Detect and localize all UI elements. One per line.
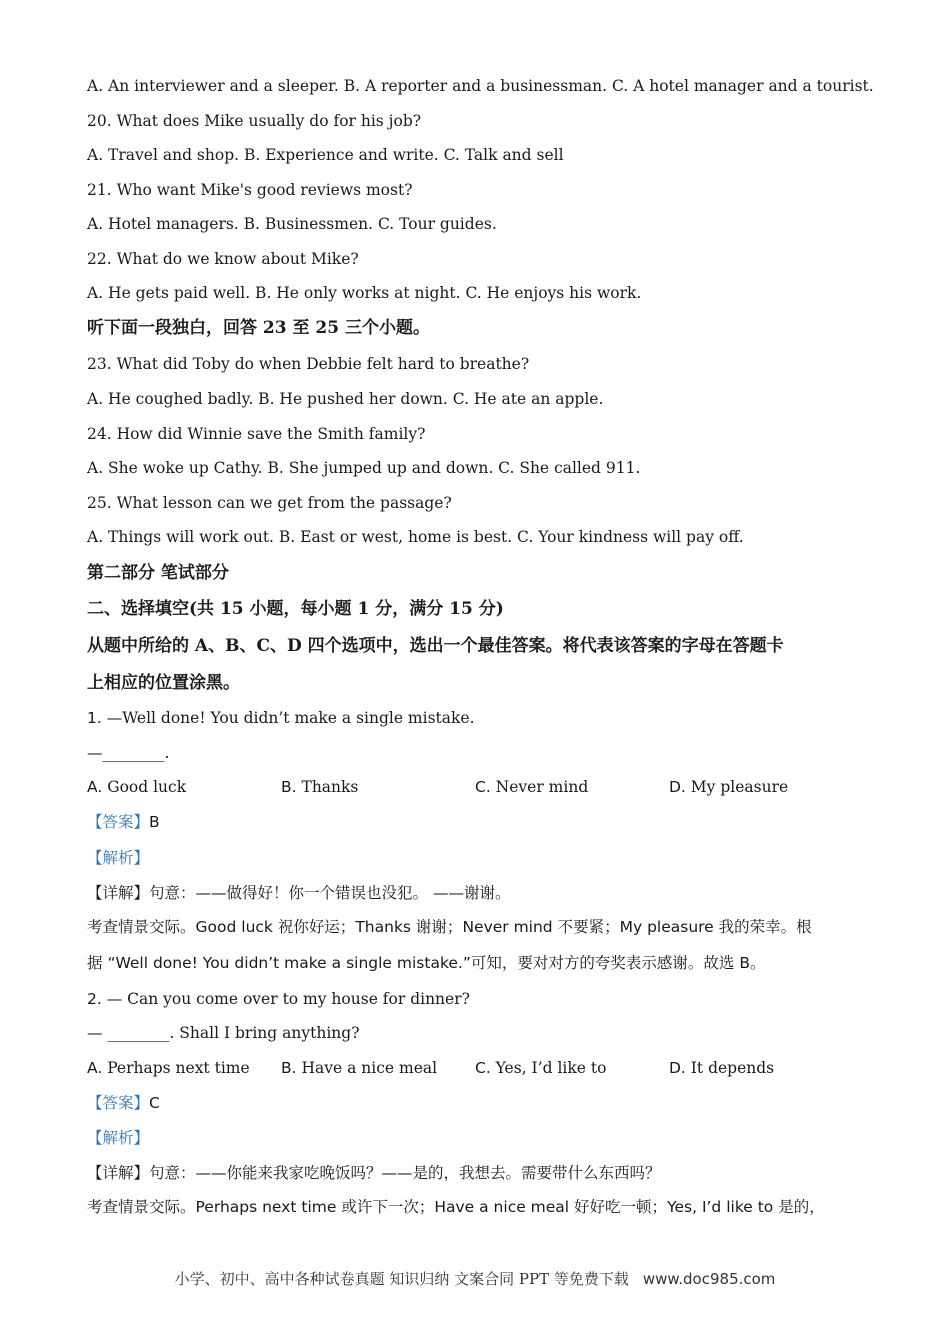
q21-stem: 21. Who want Mike's good reviews most?: [87, 181, 413, 199]
q2-answer: [87, 1092, 890, 1114]
q22-options: A. He gets paid well. B. He only works at night. C. He enjoys his work.: [87, 284, 642, 302]
q20-stem: 20. What does Mike usually do for his job?: [87, 112, 422, 130]
q1-detail: 【详解】句意：——做得好！你一个错误也没犯。 ——谢谢。: [87, 884, 511, 902]
q2-analysis-tag: 【解析】: [87, 1129, 150, 1147]
footer-text: 小学、初中、高中各种试卷真题 知识归纳 文案合同 PPT 等免费下载: [174, 1270, 629, 1288]
q1-option-b: B. Thanks: [281, 778, 359, 796]
q1-option-d: D. My pleasure: [669, 778, 789, 796]
section-heading-choice: 二、选择填空(共 15 小题，每小题 1 分，满分 15 分): [87, 599, 504, 619]
q1-analysis-tag: 【解析】: [87, 849, 150, 867]
q1-answer: [87, 811, 890, 833]
q2-option-b: B. Have a nice meal: [281, 1059, 438, 1077]
q1-stem-text: —Well done! You didn’t make a single mistake.: [101, 709, 475, 727]
q24-options: A. She woke up Cathy. B. She jumped up and down. C. She called 911.: [87, 459, 641, 477]
q2-option-c: C. Yes, I’d like to: [475, 1059, 607, 1077]
q2-stem-text: — Can you come over to my house for dinner?: [101, 990, 470, 1008]
q2-blank: — ________. Shall I bring anything?: [87, 1024, 360, 1042]
q2-option-d: D. It depends: [669, 1059, 775, 1077]
page-footer: [0, 1268, 950, 1289]
q20-options: A. Travel and shop. B. Experience and write. C. Talk and sell: [87, 146, 564, 164]
instructions-line-2: 上相应的位置涂黑。: [87, 673, 240, 693]
q25-stem: 25. What lesson can we get from the passage?: [87, 494, 452, 512]
q1-option-a: A. Good luck: [87, 778, 187, 796]
q2-number: 2.: [87, 990, 102, 1008]
q23-stem: 23. What did Toby do when Debbie felt hard to breathe?: [87, 355, 530, 373]
q2-detail: 【详解】句意：——你能来我家吃晚饭吗？——是的，我想去。需要带什么东西吗？: [87, 1164, 661, 1182]
q1-explanation-1: 考查情景交际。Good luck 祝你好运；Thanks 谢谢；Never mind 不要紧；My pleasure 我的荣幸。根: [87, 918, 812, 936]
footer-url[interactable]: www.doc985.com: [642, 1270, 776, 1288]
q2-stem: [87, 988, 890, 1010]
instructions-line-1: 从题中所给的 A、B、C、D 四个选项中，选出一个最佳答案。将代表该答案的字母在答题卡: [87, 636, 784, 656]
answer-value: C: [149, 1094, 160, 1112]
answer-tag: 【答案】: [87, 1094, 150, 1112]
q25-options: A. Things will work out. B. East or west, home is best. C. Your kindness will pay off.: [87, 528, 744, 546]
q19-options: A. An interviewer and a sleeper. B. A reporter and a businessman. C. A hotel manager and a tourist.: [87, 77, 874, 95]
section-heading-monologue: 听下面一段独白，回答 23 至 25 三个小题。: [87, 318, 430, 338]
section-heading-part2: 第二部分 笔试部分: [87, 563, 229, 583]
q1-stem: [87, 707, 890, 729]
answer-value: B: [149, 813, 160, 831]
q2-option-a: A. Perhaps next time: [87, 1059, 250, 1077]
q23-options: A. He coughed badly. B. He pushed her down. C. He ate an apple.: [87, 390, 604, 408]
q21-options: A. Hotel managers. B. Businessmen. C. Tour guides.: [87, 215, 497, 233]
q1-option-c: C. Never mind: [475, 778, 589, 796]
q1-explanation-2: 据 “Well done! You didn’t make a single mistake.”可知，要对对方的夸奖表示感谢。故选 B。: [87, 954, 766, 972]
q2-explanation-1: 考查情景交际。Perhaps next time 或许下一次；Have a nice meal 好好吃一顿；Yes, I’d like to 是的，: [87, 1198, 825, 1216]
q24-stem: 24. How did Winnie save the Smith family?: [87, 425, 426, 443]
q1-number: 1.: [87, 709, 102, 727]
answer-tag: 【答案】: [87, 813, 150, 831]
q22-stem: 22. What do we know about Mike?: [87, 250, 359, 268]
q1-blank: —________.: [87, 744, 170, 762]
